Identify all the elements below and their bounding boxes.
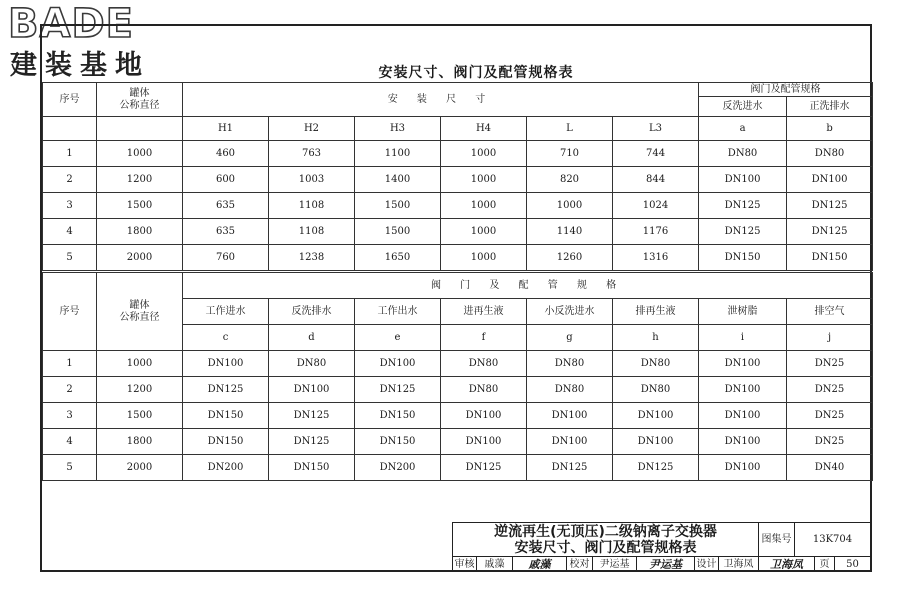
column-code: H1 — [183, 117, 269, 141]
table-cell: DN125 — [787, 219, 873, 245]
table-cell: DN25 — [787, 377, 873, 403]
table-cell: DN100 — [699, 167, 787, 193]
table-cell: 1000 — [441, 219, 527, 245]
table-cell: 1100 — [355, 141, 441, 167]
table-cell: 710 — [527, 141, 613, 167]
table-cell: DN150 — [269, 455, 355, 481]
column-name: 排空气 — [787, 299, 873, 325]
drawing-title-line2: 安装尺寸、阀门及配管规格表 — [514, 540, 697, 556]
column-code: i — [699, 325, 787, 351]
table-cell: DN40 — [787, 455, 873, 481]
table-cell: 1500 — [97, 193, 183, 219]
column-code: a — [699, 117, 787, 141]
table-cell: DN100 — [787, 167, 873, 193]
table-cell: 1500 — [97, 403, 183, 429]
column-code: j — [787, 325, 873, 351]
table-cell: DN80 — [613, 351, 699, 377]
table-cell: DN80 — [787, 141, 873, 167]
col-header-diameter: 罐体 公称直径 — [97, 83, 183, 117]
table-cell: DN125 — [527, 455, 613, 481]
table-cell: DN150 — [355, 403, 441, 429]
table-cell: DN125 — [441, 455, 527, 481]
table-cell: DN125 — [355, 377, 441, 403]
column-name: 小反洗进水 — [527, 299, 613, 325]
table-cell: 1108 — [269, 193, 355, 219]
table-cell: 1500 — [355, 219, 441, 245]
atlas-number: 13K704 — [795, 523, 871, 557]
column-name: 工作出水 — [355, 299, 441, 325]
table-cell: 1 — [43, 351, 97, 377]
designer-signature: 卫海凤 — [759, 557, 815, 572]
table-cell: DN100 — [355, 351, 441, 377]
table-row — [43, 351, 873, 377]
table-cell: 760 — [183, 245, 269, 271]
table-cell: DN100 — [613, 429, 699, 455]
table-cell: DN200 — [355, 455, 441, 481]
table-cell: 2 — [43, 167, 97, 193]
table-cell: DN200 — [183, 455, 269, 481]
table-cell: 1650 — [355, 245, 441, 271]
checker-name: 尹运基 — [593, 557, 637, 572]
table-cell: DN125 — [613, 455, 699, 481]
table-cell: 1000 — [441, 141, 527, 167]
checker-signature: 尹运基 — [637, 557, 695, 572]
column-code: e — [355, 325, 441, 351]
column-code: c — [183, 325, 269, 351]
table-cell: DN80 — [527, 377, 613, 403]
table-cell: 1 — [43, 141, 97, 167]
table-cell: 4 — [43, 219, 97, 245]
table-row — [43, 245, 873, 271]
table-cell: 1000 — [527, 193, 613, 219]
table-cell: DN100 — [269, 377, 355, 403]
page-label: 页 — [815, 557, 835, 572]
table-cell: DN100 — [613, 403, 699, 429]
table-cell: 1140 — [527, 219, 613, 245]
table-row — [43, 167, 873, 193]
table-row — [43, 377, 873, 403]
table-row — [43, 193, 873, 219]
column-name: 工作进水 — [183, 299, 269, 325]
table-cell: 1200 — [97, 167, 183, 193]
table-cell: DN80 — [699, 141, 787, 167]
table-cell: DN100 — [699, 403, 787, 429]
column-code: h — [613, 325, 699, 351]
col-header-install: 安 装 尺 寸 — [183, 83, 699, 117]
column-code: b — [787, 117, 873, 141]
title-block — [452, 522, 872, 572]
table-cell: DN25 — [787, 403, 873, 429]
table-cell: DN100 — [527, 403, 613, 429]
table-cell: 1000 — [441, 167, 527, 193]
table-cell: 1800 — [97, 219, 183, 245]
table-cell: DN150 — [183, 429, 269, 455]
table-cell: DN100 — [183, 351, 269, 377]
table-cell: 460 — [183, 141, 269, 167]
blank-cell — [97, 117, 183, 141]
install-size-table — [42, 82, 873, 271]
table-cell: DN80 — [441, 351, 527, 377]
table-cell: 1238 — [269, 245, 355, 271]
table-cell: 1400 — [355, 167, 441, 193]
table-cell: DN100 — [527, 429, 613, 455]
logo-wordmark: BADE — [8, 1, 134, 47]
column-name: 排再生液 — [613, 299, 699, 325]
valve-spec-table — [42, 272, 873, 481]
drawing-title-line1: 逆流再生(无顶压)二级钠离子交换器 — [494, 524, 717, 540]
table-cell: 1024 — [613, 193, 699, 219]
table-cell: DN125 — [269, 429, 355, 455]
table-row — [43, 455, 873, 481]
table-cell: 1003 — [269, 167, 355, 193]
table-cell: DN150 — [787, 245, 873, 271]
col-header-no: 序号 — [43, 83, 97, 117]
table-cell: 744 — [613, 141, 699, 167]
column-code: H2 — [269, 117, 355, 141]
table-cell: 1000 — [441, 193, 527, 219]
column-code: L — [527, 117, 613, 141]
table-row — [43, 429, 873, 455]
table-cell: 763 — [269, 141, 355, 167]
drawing-frame — [40, 24, 872, 572]
page-title: 安装尺寸、阀门及配管规格表 — [378, 65, 574, 81]
table-cell: 3 — [43, 403, 97, 429]
table-cell: 1200 — [97, 377, 183, 403]
table-cell: 2000 — [97, 245, 183, 271]
col-header-valve: 阀 门 及 配 管 规 格 — [183, 273, 873, 299]
col-header-valve: 阀门及配管规格 — [699, 83, 873, 97]
table-cell: 600 — [183, 167, 269, 193]
table-cell: DN100 — [441, 403, 527, 429]
table-cell: DN80 — [269, 351, 355, 377]
column-name: 进再生液 — [441, 299, 527, 325]
reviewer-name: 戚藻 — [477, 557, 513, 572]
drawing-title — [453, 523, 759, 557]
column-code: H3 — [355, 117, 441, 141]
table-cell: 635 — [183, 193, 269, 219]
logo-subtitle: 建装基地 — [10, 50, 150, 81]
table-cell: DN100 — [699, 377, 787, 403]
column-name: 反洗排水 — [269, 299, 355, 325]
table-cell: DN150 — [355, 429, 441, 455]
table-cell: 2000 — [97, 455, 183, 481]
table-cell: 1800 — [97, 429, 183, 455]
column-name: 泄树脂 — [699, 299, 787, 325]
table-cell: DN100 — [699, 351, 787, 377]
reviewer-signature: 戚藻 — [513, 557, 567, 572]
column-code: L3 — [613, 117, 699, 141]
review-label: 审核 — [453, 557, 477, 572]
table-cell: 635 — [183, 219, 269, 245]
page-number: 50 — [835, 557, 871, 572]
table-cell: DN150 — [699, 245, 787, 271]
table-cell: 1500 — [355, 193, 441, 219]
table-cell: 2 — [43, 377, 97, 403]
column-code: d — [269, 325, 355, 351]
check-label: 校对 — [567, 557, 593, 572]
table-cell: 844 — [613, 167, 699, 193]
table-cell: 1108 — [269, 219, 355, 245]
table-row — [43, 219, 873, 245]
table-cell: 820 — [527, 167, 613, 193]
table-row — [43, 141, 873, 167]
table-cell: DN25 — [787, 429, 873, 455]
table-cell: 5 — [43, 245, 97, 271]
col-header-backwash-in: 反洗进水 — [699, 97, 787, 117]
column-code: f — [441, 325, 527, 351]
table-cell: DN80 — [613, 377, 699, 403]
column-code: H4 — [441, 117, 527, 141]
table-cell: DN125 — [183, 377, 269, 403]
table-cell: DN100 — [699, 455, 787, 481]
column-code: g — [527, 325, 613, 351]
table-cell: DN125 — [269, 403, 355, 429]
blank-cell — [43, 117, 97, 141]
atlas-label: 图集号 — [759, 523, 795, 557]
table-cell: 1316 — [613, 245, 699, 271]
table-cell: 3 — [43, 193, 97, 219]
table-cell: 1176 — [613, 219, 699, 245]
table-cell: 1000 — [441, 245, 527, 271]
table-row — [43, 403, 873, 429]
table-cell: DN125 — [787, 193, 873, 219]
table-cell: DN125 — [699, 219, 787, 245]
table-cell: DN80 — [527, 351, 613, 377]
table-cell: DN150 — [183, 403, 269, 429]
table-cell: 4 — [43, 429, 97, 455]
col-header-diameter: 罐体 公称直径 — [97, 273, 183, 351]
table-cell: DN100 — [699, 429, 787, 455]
table-cell: DN25 — [787, 351, 873, 377]
table-cell: DN80 — [441, 377, 527, 403]
table-cell: 5 — [43, 455, 97, 481]
table-cell: DN125 — [699, 193, 787, 219]
table-cell: 1000 — [97, 351, 183, 377]
col-header-no: 序号 — [43, 273, 97, 351]
table-cell: DN100 — [441, 429, 527, 455]
designer-name: 卫海凤 — [719, 557, 759, 572]
table-cell: 1260 — [527, 245, 613, 271]
design-label: 设计 — [695, 557, 719, 572]
table-cell: 1000 — [97, 141, 183, 167]
col-header-forward-drain: 正洗排水 — [787, 97, 873, 117]
